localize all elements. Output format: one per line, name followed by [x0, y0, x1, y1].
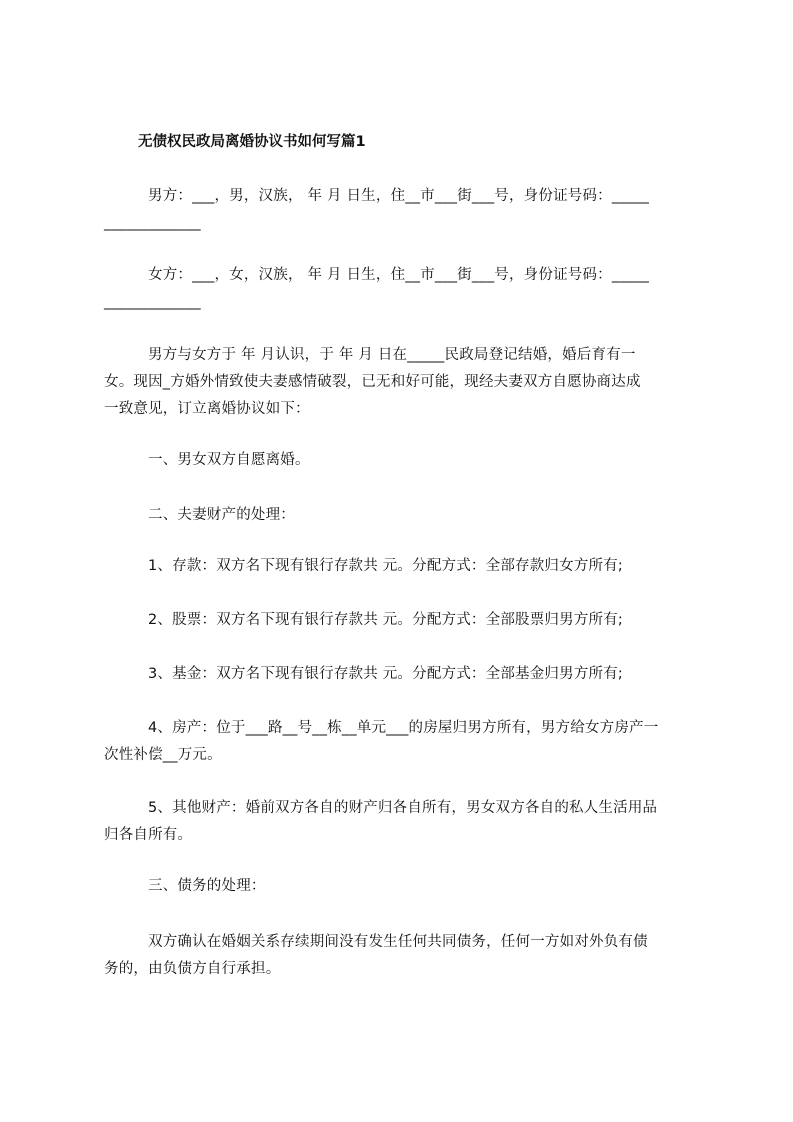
paragraph-line: _____________ [104, 215, 201, 231]
paragraph-line: 男方与女方于 年 月认识，于 年 月 日在_____民政局登记结婚，婚后育有一 [148, 347, 636, 363]
document-title: 无债权民政局离婚协议书如何写篇1 [138, 134, 366, 150]
debt-paragraph [104, 929, 704, 983]
paragraph-line: 三、债务的处理： [148, 878, 266, 894]
paragraph-line: 3、基金：双方名下现有银行存款共 元。分配方式：全部基金归男方所有; [148, 666, 624, 682]
paragraph-line: 一、男女双方自愿离婚。 [148, 452, 310, 468]
paragraph-line: 二、夫妻财产的处理： [148, 507, 295, 523]
section-3-heading [104, 873, 704, 900]
man-info-paragraph [104, 183, 704, 237]
paragraph-line: 女。现因_方婚外情致使夫妻感情破裂，已无和好可能，现经夫妻双方自愿协商达成 [104, 374, 641, 390]
paragraph-line: 双方确认在婚姻关系存续期间没有发生任何共同债务，任何一方如对外负有债 [148, 934, 648, 950]
paragraph-line: 一致意见，订立离婚协议如下： [104, 401, 310, 417]
paragraph-line: 2、股票：双方名下现有银行存款共 元。分配方式：全部股票归男方所有; [148, 612, 624, 628]
paragraph-line: 5、其他财产：婚前双方各自的财产归各自所有，男女双方各自的私人生活用品 [148, 800, 658, 816]
paragraph-line: 男方：___，男，汉族， 年 月 日生，住__市___街___号，身份证号码：_____ [148, 188, 650, 204]
woman-info-paragraph [104, 262, 704, 316]
intro-paragraph [104, 342, 704, 423]
paragraph-line: 4、房产：位于___路__号__栋__单元___的房屋归男方所有，男方给女方房产一 [148, 720, 659, 736]
item-5-paragraph [104, 795, 704, 849]
section-2-heading [104, 502, 704, 529]
item-4-paragraph [104, 715, 704, 769]
item-1-paragraph [104, 553, 704, 580]
paragraph-line: 1、存款：双方名下现有银行存款共 元。分配方式：全部存款归女方所有; [148, 558, 624, 574]
paragraph-line: 归各自所有。 [104, 827, 193, 843]
item-3-paragraph [104, 661, 704, 688]
paragraph-line: _____________ [104, 294, 201, 310]
item-2-paragraph [104, 607, 704, 634]
paragraph-line: 务的，由负债方自行承担。 [104, 961, 281, 977]
section-1-paragraph [104, 447, 704, 474]
paragraph-line: 次性补偿__万元。 [104, 747, 222, 763]
paragraph-line: 女方：___，女，汉族， 年 月 日生，住__市___街___号，身份证号码：_____ [148, 267, 650, 283]
